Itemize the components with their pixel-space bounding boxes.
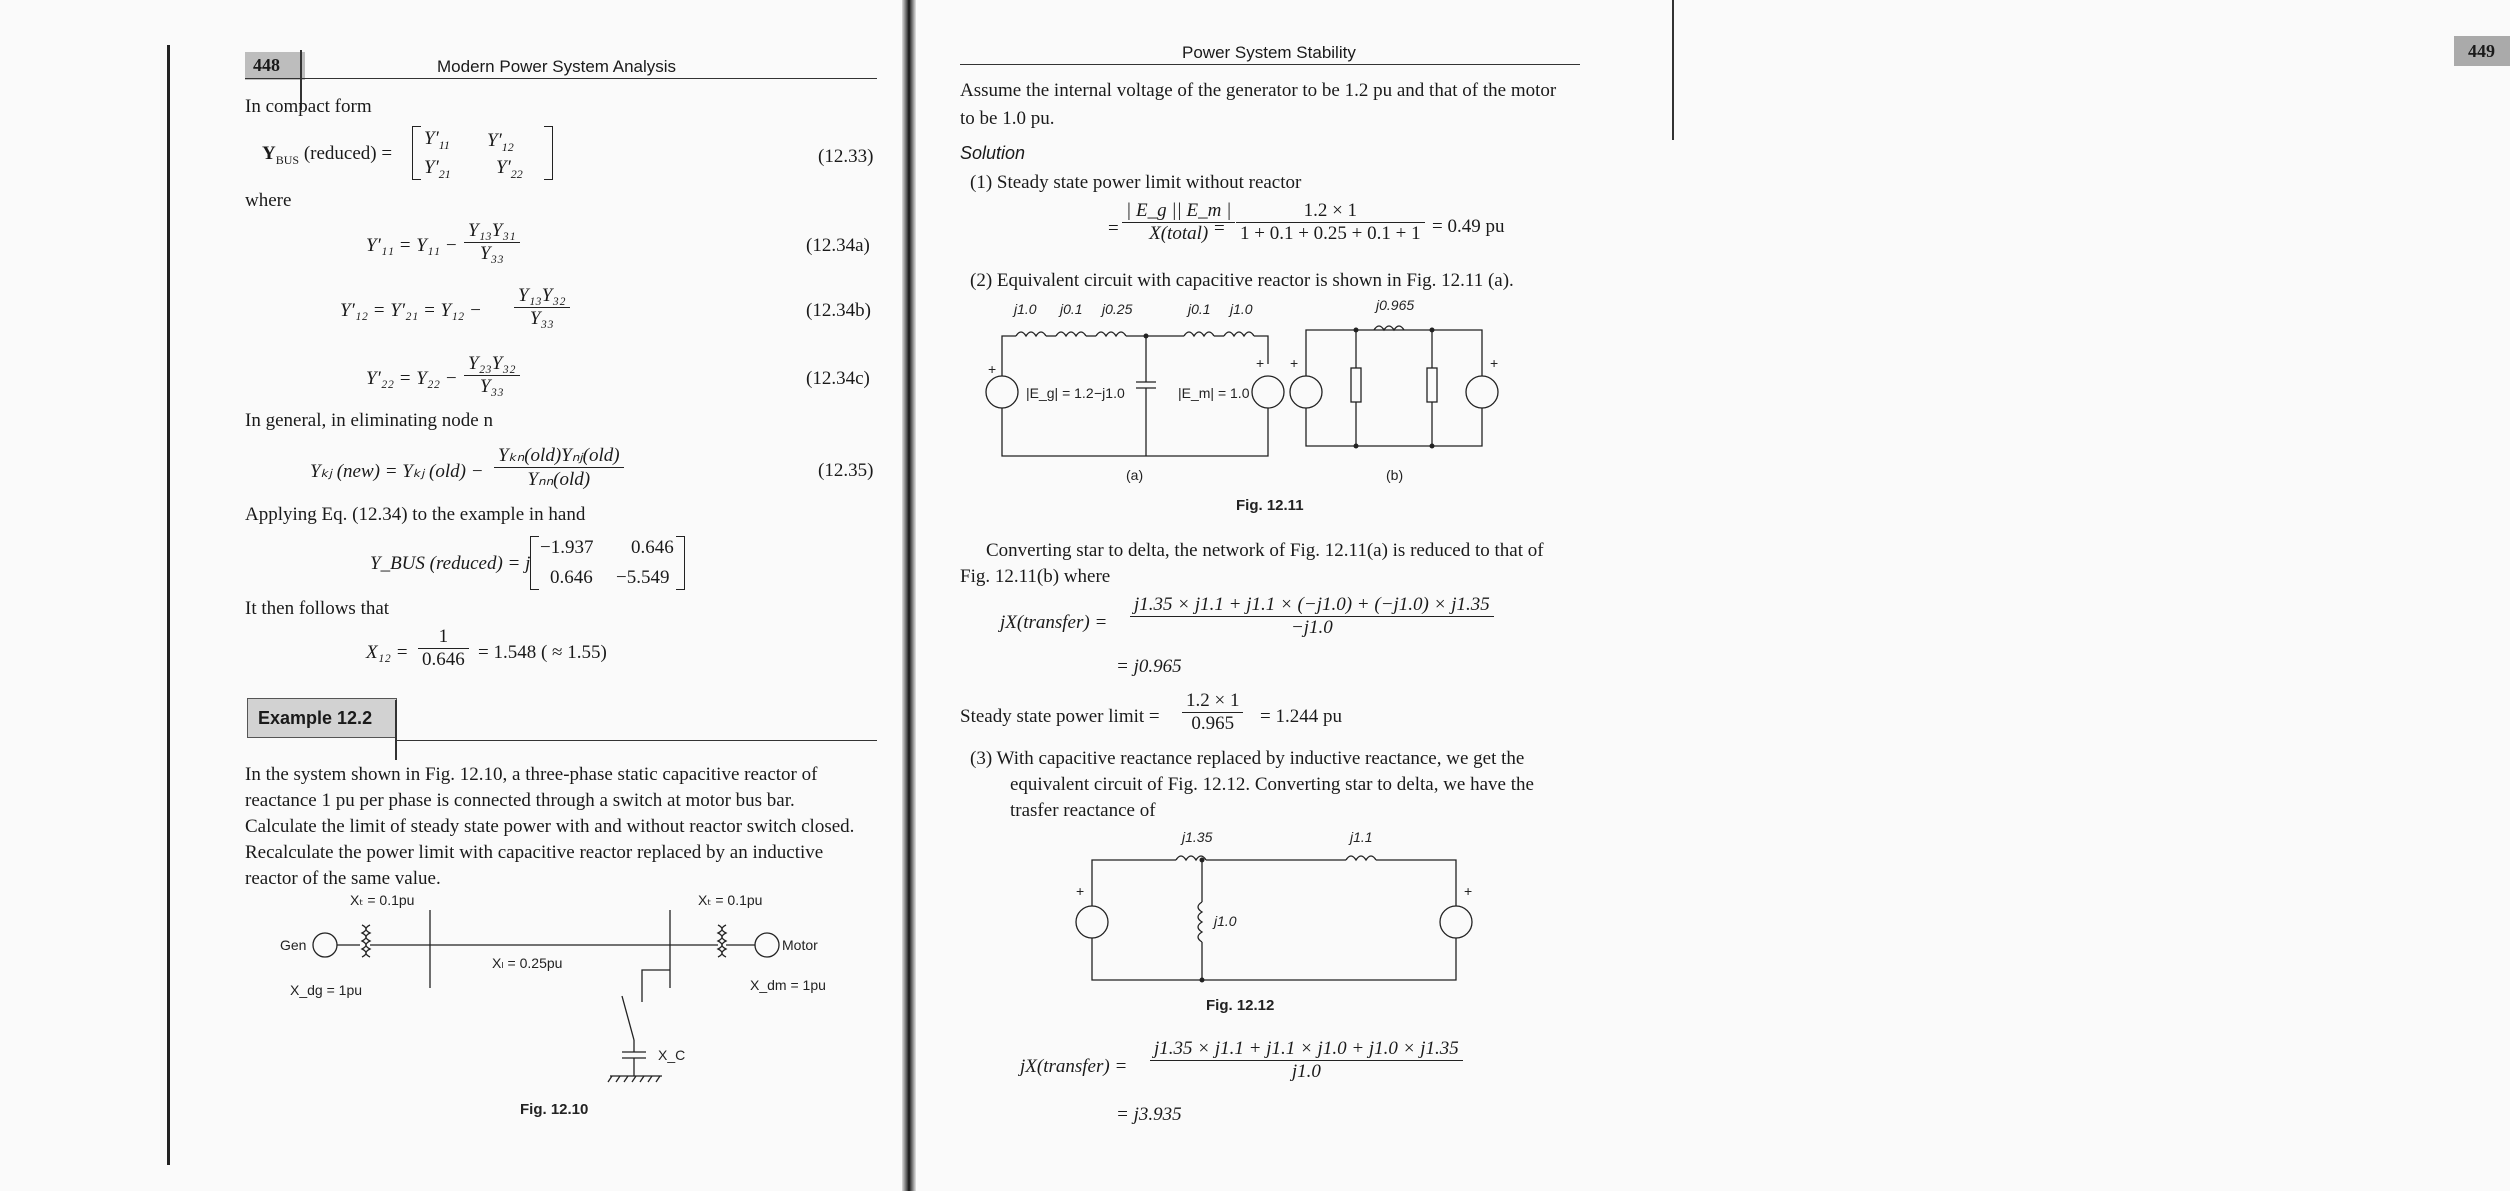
- page-edge-line-right: [1672, 0, 1674, 140]
- step-3-line-3: trasfer reactance of: [1010, 800, 1156, 821]
- eq-12-34a-lhs: Y′₁₁ = Y₁₁ −: [366, 235, 458, 256]
- example-line-1: In the system shown in Fig. 12.10, a three-phase static capacitive reactor of: [245, 764, 818, 785]
- jx2-frac: $\frac{j1.35 \times j1.1 + j1.1 \times j1.0 + j1.0 \times j1.35}{j1.0}$: [1150, 1038, 1463, 1083]
- fig1211-plus-4: +: [1490, 355, 1499, 371]
- inductor-1212-shunt: [1198, 902, 1202, 942]
- jx-lhs: jX(transfer) =: [1000, 612, 1108, 633]
- fig1211-caption: Fig. 12.11: [1236, 497, 1304, 514]
- page-edge-line: [167, 45, 170, 1165]
- solution-heading: Solution: [960, 143, 1026, 163]
- eq-12-34b-lhs: Y′₁₂ = Y′₂₁ = Y₁₂ −: [340, 300, 482, 321]
- fig1212-j10: j1.0: [1214, 913, 1237, 929]
- figure-12-12: [1056, 829, 1473, 1016]
- fig1211-em: |E_m| = 1.0: [1178, 385, 1250, 401]
- step-1-frac-1: $\frac{| E\_g || E\_m |}{\text{X(total)}}$: [1122, 200, 1235, 245]
- step-2-text: (2) Equivalent circuit with capacitive reactor is shown in Fig. 12.11 (a).: [970, 270, 1514, 291]
- fig1211-j0965: j0.965: [1376, 297, 1415, 313]
- figure-12-10: [270, 890, 830, 1120]
- transformer-2: [718, 925, 726, 957]
- running-head-right: Power System Stability: [1182, 43, 1356, 62]
- eq-12-34c-lhs: Y′₂₂ = Y₂₂ −: [366, 368, 458, 389]
- header-rule: [245, 78, 877, 79]
- source-em-circle: [1252, 376, 1284, 408]
- source-b1-circle: [1290, 376, 1322, 408]
- fig1211-plus-1: +: [988, 361, 997, 377]
- switch-blade: [622, 996, 634, 1040]
- matrix2-r2c1: 0.646: [550, 567, 593, 588]
- convert-line-2: Fig. 12.11(b) where: [960, 566, 1111, 587]
- fig1212-plus-2: +: [1464, 883, 1473, 899]
- fig1210-gen: Gen: [280, 937, 307, 953]
- ybus-numeric-lhs: Y_BUS (reduced) = j: [370, 553, 531, 574]
- jx2-lhs: jX(transfer) =: [1020, 1056, 1128, 1077]
- matrix-y12: $Y'_{12}$: [487, 130, 514, 154]
- figure-12-11: [966, 296, 1526, 520]
- fig1212-j135: j1.35: [1182, 829, 1213, 845]
- fig1211-j01-a: j0.1: [1060, 301, 1083, 317]
- resistor-b2: [1427, 368, 1437, 402]
- fig1210-xdm: X_dm = 1pu: [750, 977, 826, 993]
- where-text: where: [245, 190, 292, 211]
- eq-number-12-34b: (12.34b): [806, 300, 871, 321]
- x12-lhs: X₁₂ =: [366, 642, 409, 663]
- jx2-result: = j3.935: [1116, 1104, 1182, 1125]
- inductor-a-3: [1096, 332, 1126, 336]
- ss-lhs: Steady state power limit =: [960, 706, 1160, 727]
- matrix-y22: $Y'_{22}$: [496, 157, 523, 181]
- switch-wire: [642, 970, 670, 1002]
- fig1211-j01-b: j0.1: [1188, 301, 1211, 317]
- fig1212-j11: j1.1: [1350, 829, 1373, 845]
- step-1-eq-sign-2: =: [1214, 218, 1225, 239]
- eq-number-12-34a: (12.34a): [806, 235, 870, 256]
- page-number-right: 449: [2454, 36, 2510, 66]
- example-line-5: reactor of the same value.: [245, 868, 441, 889]
- jx-frac: $\frac{j1.35 \times j1.1 + j1.1 \times (-j1.0) + (-j1.0) \times j1.35}{-j1.0}$: [1130, 594, 1494, 639]
- eq-number-12-33: (12.33): [818, 146, 874, 167]
- eq-12-35-lhs: Yₖⱼ (new) = Yₖⱼ (old) −: [310, 461, 484, 482]
- resistor-b1: [1351, 368, 1361, 402]
- assume-line-2: to be 1.0 pu.: [960, 108, 1055, 129]
- fig1211-plus-2: +: [1256, 355, 1265, 371]
- x12-frac: $\frac{1}{0.646}$: [418, 626, 469, 671]
- example-line-4: Recalculate the power limit with capacitive reactor replaced by an inductive: [245, 842, 824, 863]
- book-spine: [902, 0, 916, 1191]
- fig1210-xc: X_C: [658, 1047, 686, 1063]
- step-1-result: = 0.49 pu: [1432, 216, 1505, 237]
- fig1211-caption-a: (a): [1126, 467, 1144, 483]
- fig1210-xdg: X_dg = 1pu: [290, 982, 363, 998]
- fig1211-cap: −j1.0: [1094, 385, 1125, 401]
- transformer-1: [362, 925, 370, 957]
- example-title: Example 12.2: [258, 708, 373, 728]
- inductor-a-2: [1056, 332, 1086, 336]
- example-tick: [395, 700, 397, 760]
- eq-12-35-frac: $\frac{\text{Yₖₙ(old)Yₙⱼ(old)}}{\text{Yₙₙ(old)}}$: [494, 444, 624, 491]
- matrix-y11: $Y'_{11}$: [424, 128, 450, 152]
- eq-number-12-35: (12.35): [818, 460, 874, 481]
- inductor-a-4: [1184, 332, 1214, 336]
- eq-12-33-lhs: $Y_{BUS}$ (reduced) =: [262, 143, 393, 167]
- fig1210-caption: Fig. 12.10: [520, 1101, 589, 1118]
- eq-12-34a-frac: $\frac{\text{Y₁₃Y₃₁}}{\text{Y₃₃}}$: [464, 220, 520, 265]
- matrix2-r1c1: −1.937: [540, 537, 594, 558]
- example-line-2: reactance 1 pu per phase is connected through a switch at motor bus bar.: [245, 790, 795, 811]
- fig1212-caption: Fig. 12.12: [1206, 997, 1275, 1014]
- step-3-line-1: (3) With capacitive reactance replaced by inductive reactance, we get the: [970, 748, 1525, 769]
- compact-form-text: In compact form: [245, 96, 372, 117]
- matrix2-r2c2: −5.549: [616, 567, 670, 588]
- ss-result: = 1.244 pu: [1260, 706, 1342, 727]
- applying-text: Applying Eq. (12.34) to the example in hand: [245, 504, 586, 525]
- matrix2-r1c2: 0.646: [631, 537, 674, 558]
- matrix-y21: $Y'_{21}$: [424, 157, 451, 181]
- fig1211-j10-b: j1.0: [1230, 301, 1253, 317]
- step-1-frac-2: $\frac{1.2 \times 1}{1 + 0.1 + 0.25 + 0.1 + 1}$: [1236, 200, 1425, 245]
- matrix-bracket-right: [544, 126, 553, 180]
- fig1210-motor: Motor: [782, 937, 818, 953]
- fig1211-j025: j0.25: [1102, 301, 1133, 317]
- inductor-a-5: [1224, 332, 1254, 336]
- matrix2-bracket-left: [530, 536, 539, 590]
- matrix-bracket-left: [412, 126, 421, 180]
- x12-rhs: = 1.548 ( ≈ 1.55): [478, 642, 607, 663]
- convert-line-1: Converting star to delta, the network of Fig. 12.11(a) is reduced to that of: [986, 540, 1544, 561]
- then-text: It then follows that: [245, 598, 390, 619]
- fig1211-plus-3: +: [1290, 355, 1299, 371]
- fig1210-xt2: Xₜ = 0.1pu: [698, 892, 763, 908]
- inductor-1212-2: [1346, 856, 1376, 860]
- ss-frac: $\frac{1.2 \times 1}{0.965}$: [1182, 690, 1243, 735]
- example-heading-box: [247, 698, 397, 738]
- gen-source-circle: [313, 933, 337, 957]
- fig1210-xl: Xₗ = 0.25pu: [492, 955, 563, 971]
- step-1-text: (1) Steady state power limit without reactor: [970, 172, 1302, 193]
- assume-line-1: Assume the internal voltage of the generator to be 1.2 pu and that of the motor: [960, 80, 1557, 101]
- inductor-a-1: [1016, 332, 1046, 336]
- eq-number-12-34c: (12.34c): [806, 368, 870, 389]
- fig1210-xt1: Xₜ = 0.1pu: [350, 892, 415, 908]
- eq-12-34c-frac: $\frac{\text{Y₂₃Y₃₂}}{\text{Y₃₃}}$: [464, 353, 520, 398]
- general-text: In general, in eliminating node n: [245, 410, 493, 431]
- example-line-3: Calculate the limit of steady state power with and without reactor switch closed.: [245, 816, 855, 837]
- fig1212-plus-1: +: [1076, 883, 1085, 899]
- source-1212-left: [1076, 906, 1108, 938]
- source-eg-circle: [986, 376, 1018, 408]
- source-b2-circle: [1466, 376, 1498, 408]
- running-head: Modern Power System Analysis: [437, 57, 677, 76]
- step-3-line-2: equivalent circuit of Fig. 12.12. Converting star to delta, we have the: [1010, 774, 1534, 795]
- step-1-eq-sign: =: [1108, 218, 1119, 239]
- fig1211-j10-a: j1.0: [1014, 301, 1037, 317]
- example-rule: [397, 740, 877, 741]
- page-number-left: 448: [245, 52, 305, 80]
- fig1211-caption-b: (b): [1386, 467, 1404, 483]
- source-1212-right: [1440, 906, 1472, 938]
- fig1211-eg: |E_g| = 1.2: [1026, 385, 1094, 401]
- header-rule-right: [960, 64, 1580, 65]
- matrix2-bracket-right: [676, 536, 685, 590]
- motor-source-circle: [755, 933, 779, 957]
- eq-12-34b-frac: $\frac{\text{Y₁₃Y₃₂}}{\text{Y₃₃}}$: [514, 285, 570, 330]
- jx-result: = j0.965: [1116, 656, 1182, 677]
